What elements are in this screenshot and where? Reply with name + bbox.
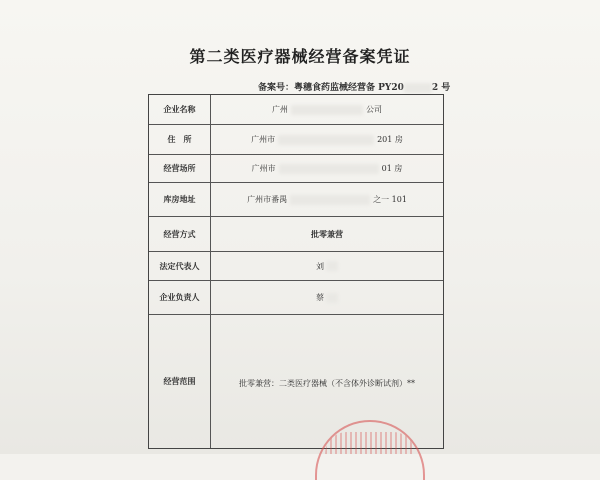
row-value: 批零兼营：二类医疗器械（不含体外诊断试剂）** (239, 379, 415, 388)
value-start: 广州 (272, 105, 288, 114)
row-value (211, 252, 443, 280)
record-number-prefix: 粤穗食药监械经营备 PY20 (294, 83, 404, 93)
row-value (211, 125, 443, 154)
value-start: 广州市 (251, 135, 276, 144)
document-title: 第二类医疗器械经营备案凭证 (189, 47, 411, 66)
value-text: 批零兼营 (311, 228, 343, 239)
redaction-mark (290, 195, 370, 205)
redaction-mark (404, 83, 432, 93)
row-label: 企业负责人 (159, 292, 200, 302)
value-start: 广州市番禺 (247, 195, 288, 204)
redaction-mark (326, 261, 338, 271)
row-value (211, 155, 443, 182)
redaction-mark (291, 105, 363, 115)
table-row-business-premises (149, 155, 443, 183)
table-row-company-name (149, 95, 443, 125)
row-label: 库房地址 (163, 194, 196, 204)
value-start: 刘 (316, 261, 324, 271)
row-value (211, 95, 443, 124)
row-label: 经营方式 (163, 228, 196, 239)
table-row-operation-mode (149, 217, 443, 252)
row-value (211, 217, 443, 251)
record-number-label: 备案号： (258, 83, 295, 93)
value-end: 201 房 (377, 135, 403, 144)
redaction-mark (279, 164, 379, 174)
value-start: 广州市 (251, 164, 276, 173)
value-end: 01 房 (381, 164, 403, 173)
registration-table (148, 94, 444, 449)
row-label: 经营场所 (163, 163, 196, 173)
row-label: 住 所 (167, 134, 192, 144)
row-value (211, 183, 443, 216)
value-start: 蔡 (316, 293, 324, 302)
official-seal-lettering (325, 432, 415, 454)
record-number (258, 80, 450, 93)
redaction-mark (278, 135, 374, 145)
redaction-mark (326, 293, 338, 303)
table-row-warehouse-address (149, 183, 443, 217)
value-end: 公司 (366, 105, 382, 114)
row-value (211, 281, 443, 314)
row-label: 企业名称 (163, 104, 196, 114)
record-number-suffix: 2 号 (431, 83, 451, 93)
row-label: 法定代表人 (159, 260, 200, 271)
table-row-domicile (149, 125, 443, 155)
row-label: 经营范围 (163, 376, 196, 386)
value-end: 之一 101 (373, 195, 407, 204)
table-row-person-in-charge (149, 281, 443, 315)
table-row-legal-representative (149, 252, 443, 281)
